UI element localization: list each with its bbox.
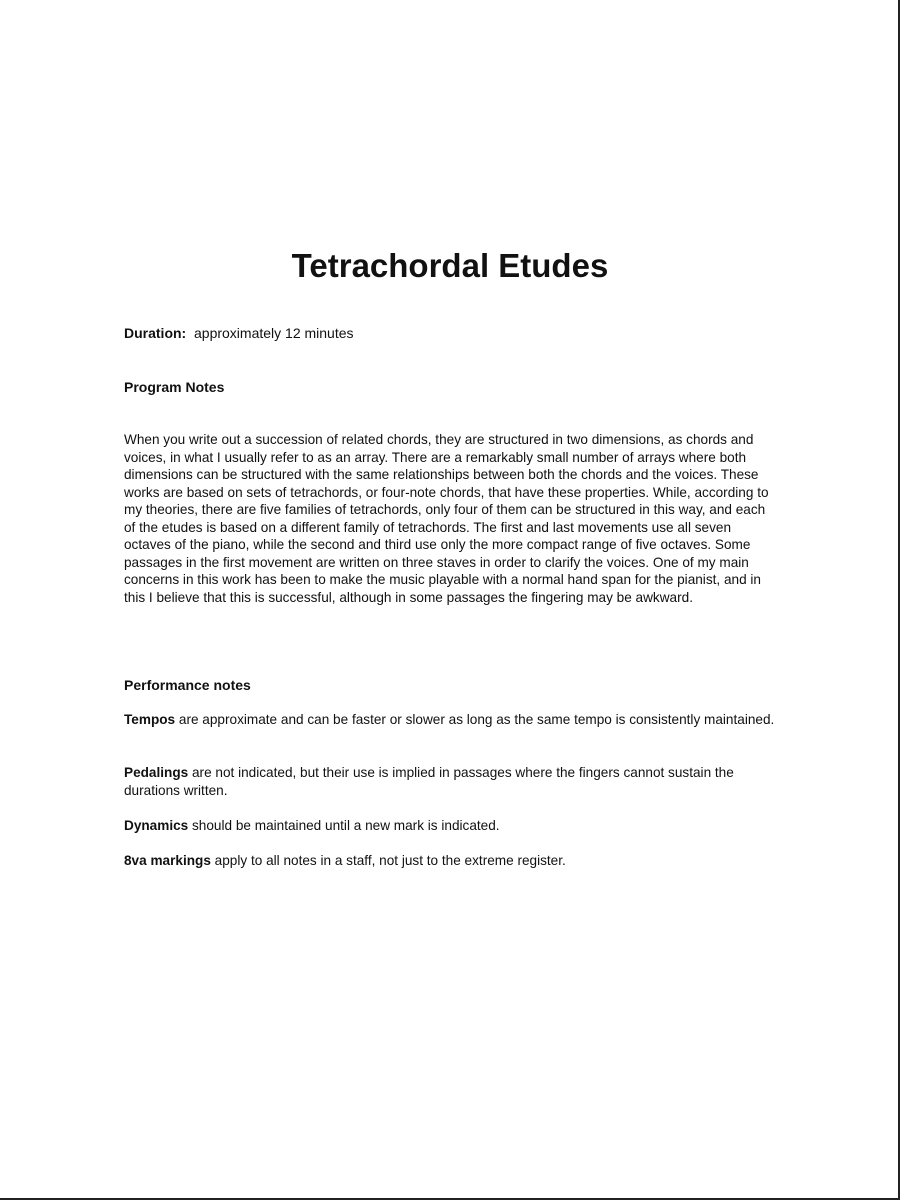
performance-note-term: Dynamics bbox=[124, 818, 189, 833]
performance-note-tempos bbox=[124, 711, 779, 729]
performance-note-term: 8va markings bbox=[124, 853, 211, 868]
performance-note-text: apply to all notes in a staff, not just to the extreme register. bbox=[210, 853, 566, 868]
program-notes-heading: Program Notes bbox=[124, 379, 225, 395]
performance-note-text: are not indicated, but their use is implied in passages where the fingers cannot sustain the durations written. bbox=[124, 765, 734, 798]
performance-note-text: should be maintained until a new mark is indicated. bbox=[188, 818, 500, 833]
performance-note-term: Pedalings bbox=[124, 765, 189, 780]
performance-note-term: Tempos bbox=[124, 712, 176, 727]
performance-note-dynamics bbox=[124, 817, 779, 835]
performance-note-8va-markings bbox=[124, 852, 779, 870]
performance-notes-heading: Performance notes bbox=[124, 677, 251, 693]
performance-note-text: are approximate and can be faster or slower as long as the same tempo is consistently maintained. bbox=[175, 712, 775, 727]
program-notes-body: When you write out a succession of related chords, they are structured in two dimensions, as chords and voices, in what I usually refer to as an array. There are a remarkably small number of arrays where both dimensions can be structured with the same relationships between both the chords and the voices. These works are based on sets of tetrachords, or four-note chords, that have these properties. While, according to my theories, there are five families of tetrachords, only four of them can be structured in this way, and each of the etudes is based on a different family of tetrachords. The first and last movements use all seven octaves of the piano, while the second and third use only the more compact range of five octaves. Some passages in the first movement are written on three staves in order to clarify the voices. One of my main concerns in this work has been to make the music playable with a normal hand span for the pianist, and in this I believe that this is successful, although in some passages the fingering may be awkward. bbox=[124, 432, 769, 605]
duration-value: approximately 12 minutes bbox=[194, 325, 354, 341]
document-title: Tetrachordal Etudes bbox=[291, 247, 609, 284]
duration-label: Duration: bbox=[124, 325, 187, 341]
performance-note-pedalings bbox=[124, 764, 779, 799]
duration-line bbox=[124, 324, 354, 342]
